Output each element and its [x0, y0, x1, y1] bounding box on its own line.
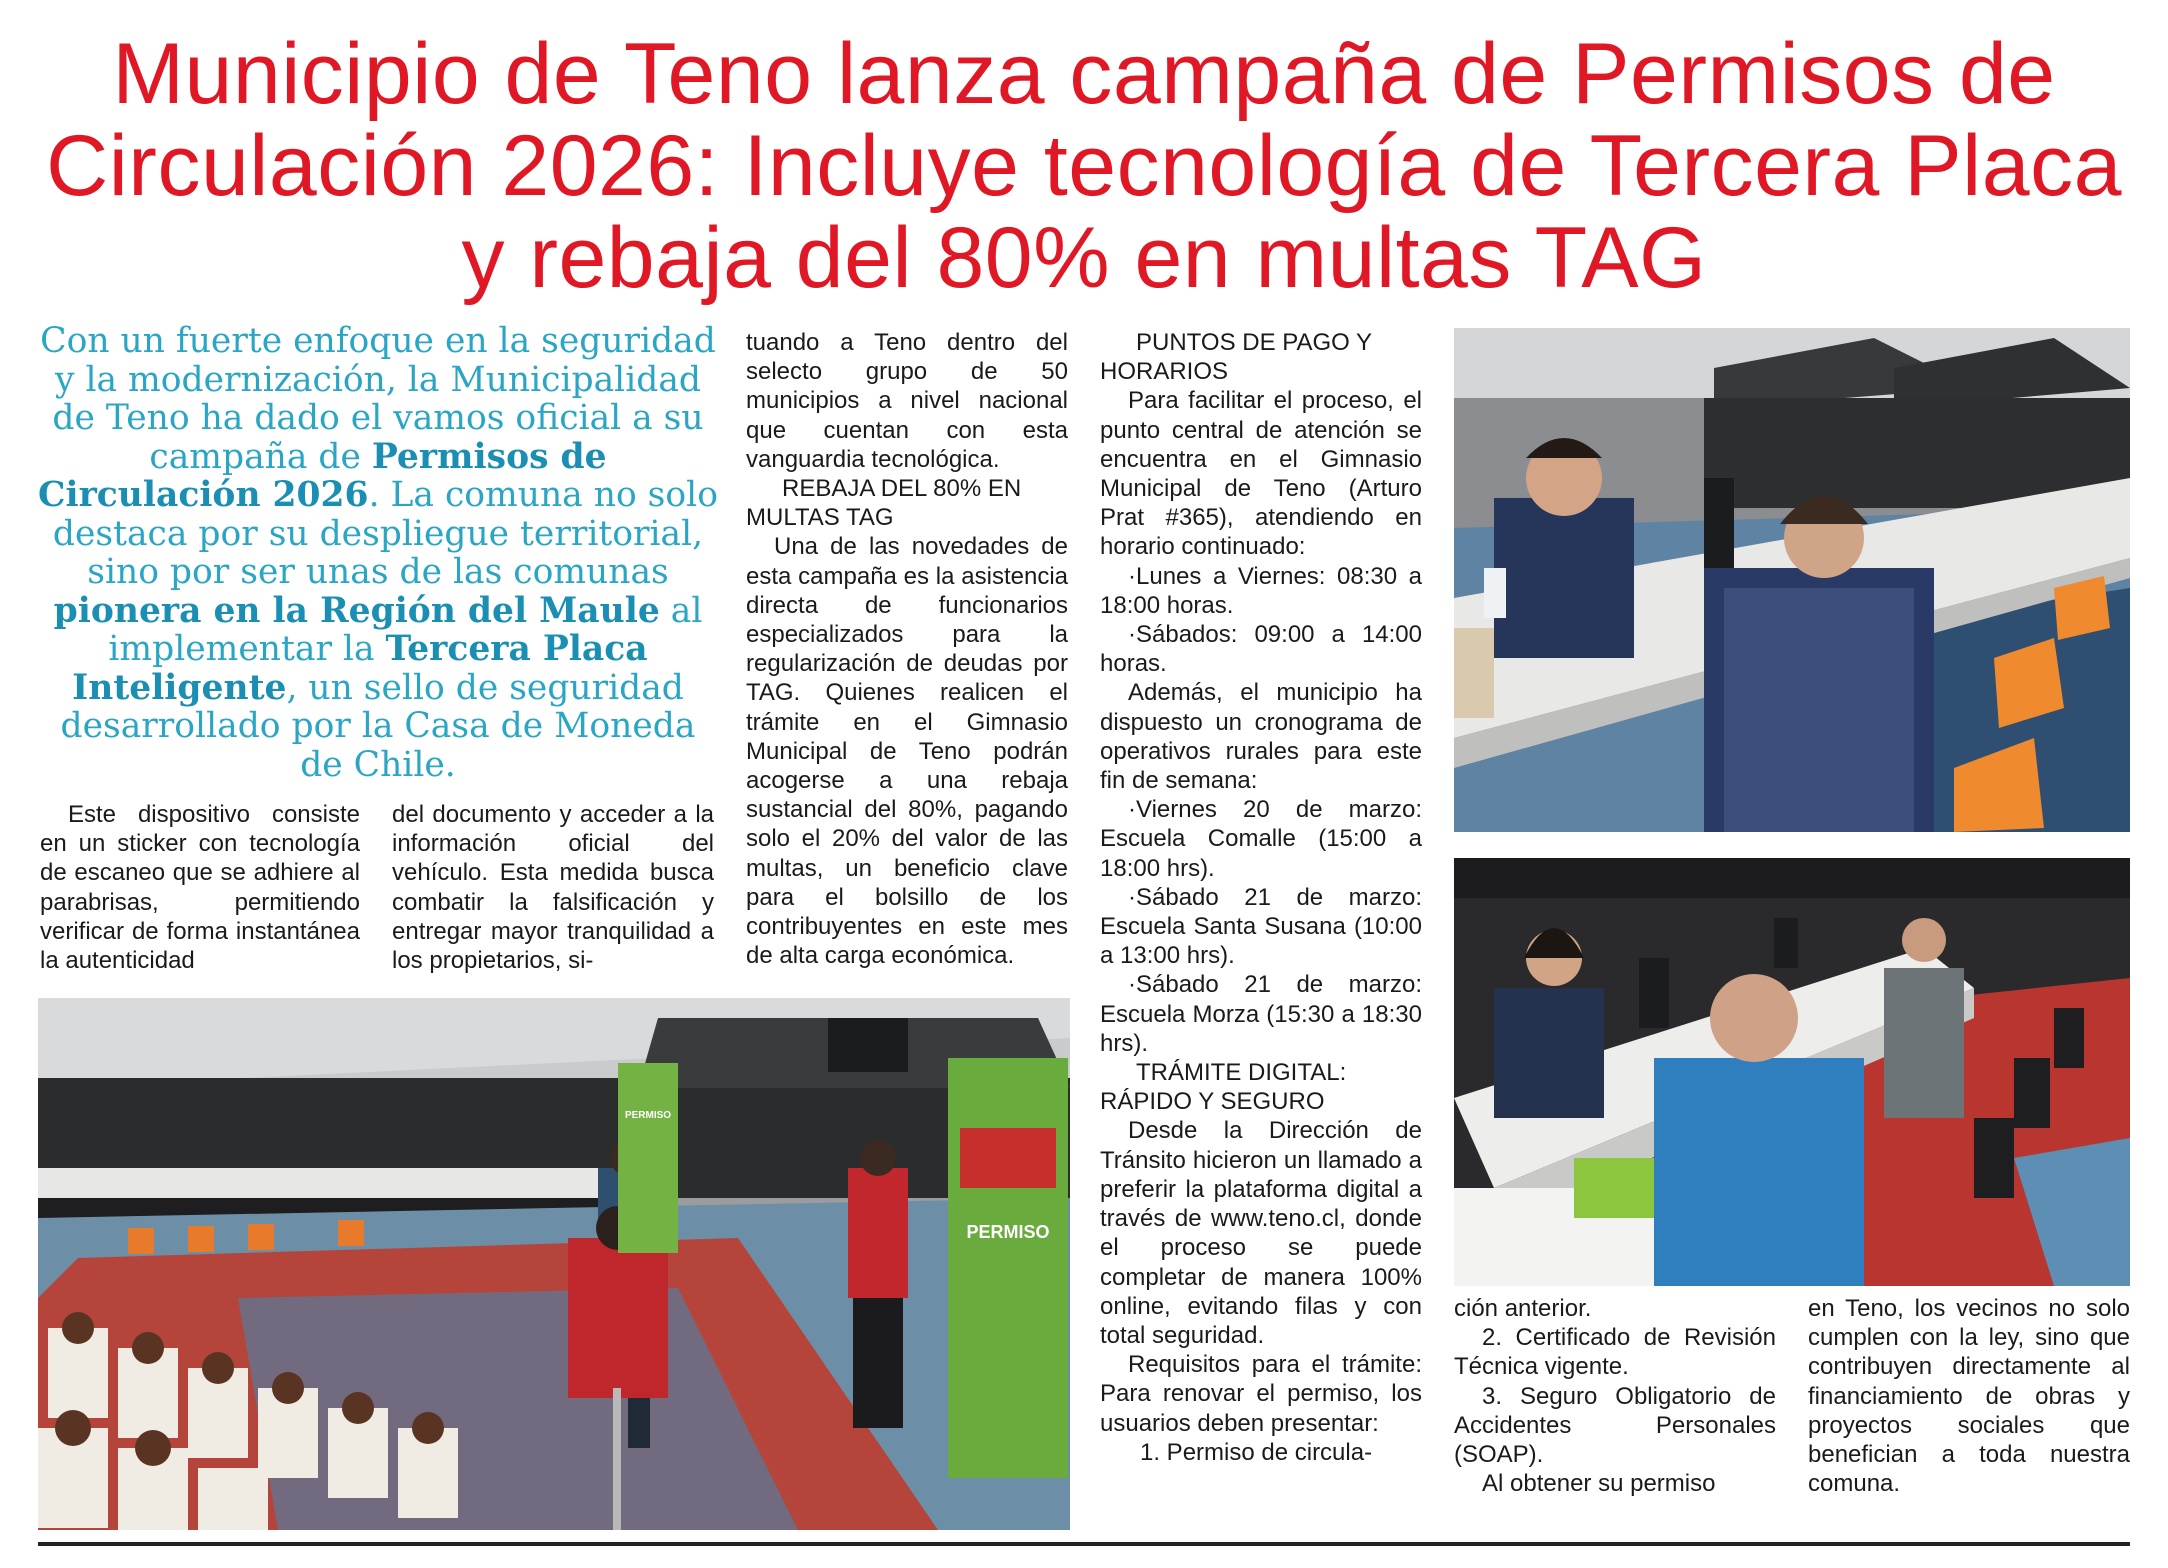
- requirement-item: 1. Permiso de circula-: [1140, 1438, 1373, 1466]
- schedule-item: ·Lunes a Viernes: 08:30 a 18:00 horas.: [1100, 562, 1422, 619]
- lead-text-4: , un sello de seguridad desarrollado por la Casa de Moneda de Chile.: [60, 667, 696, 785]
- lead-text-2: . La comuna no solo destaca por su despliegue territorial, sino por ser unas de las comunas: [52, 475, 718, 592]
- section-heading: PUNTOS DE PAGO Y HORARIOS: [1100, 329, 1372, 386]
- body-paragraph: Desde la Dirección de Tránsito hicieron un llamado a preferir la plataforma digital a través de www.teno.cl, donde el proceso se puede completar de manera 100% online, evitando filas y con total seguridad.: [1100, 1117, 1422, 1349]
- body-column-1b: [392, 800, 714, 975]
- photo-gym-hall: [38, 998, 1070, 1530]
- photo-attention-counter: [1454, 858, 2130, 1286]
- lead-text-3: al implementar la: [108, 590, 703, 669]
- body-paragraph: Este dispositivo consiste en un sticker con tecnología de escaneo que se adhiere al parabrisas, permitiendo verificar de forma instantánea la autenticidad: [40, 801, 360, 975]
- body-paragraph: Al obtener su permiso: [1482, 1470, 1716, 1498]
- body-column-4b: [1808, 1294, 2130, 1498]
- requirement-item: 3. Seguro Obligatorio de Accidentes Personales (SOAP).: [1454, 1382, 1776, 1469]
- lead-text-1: Con un fuerte enfoque en la seguridad y la modernización, la Municipalidad de Teno ha dado el vamos oficial a su campaña de: [40, 321, 716, 477]
- body-paragraph: Además, el municipio ha dispuesto un cronograma de operativos rurales para este fin de semana:: [1100, 679, 1422, 795]
- body-paragraph: en Teno, los vecinos no solo cumplen con la ley, sino que contribuyen directamente al financiamiento de obras y proyectos sociales que benefician a toda nuestra comuna.: [1808, 1295, 2130, 1498]
- photo-service-desk: [1454, 328, 2130, 832]
- body-column-2: [746, 328, 1068, 970]
- headline: [30, 28, 2138, 304]
- body-column-4a: [1454, 1294, 1776, 1498]
- schedule-item: ·Sábado 21 de marzo: Escuela Morza (15:30 a 18:30 hrs).: [1100, 971, 1422, 1057]
- body-paragraph: Requisitos para el trámite: Para renovar el permiso, los usuarios deben presentar:: [1100, 1351, 1422, 1437]
- body-column-3: [1100, 328, 1422, 1467]
- page-divider: [38, 1542, 2130, 1546]
- schedule-item: ·Sábado 21 de marzo: Escuela Santa Susana (10:00 a 13:00 hrs).: [1100, 883, 1422, 970]
- body-paragraph: Una de las novedades de esta campaña es la asistencia directa de funcionarios especializados para la regularización de deudas por TAG. Quienes realicen el trámite en el Gimnasio Municipal de Teno podrán acogerse a una rebaja sustancial del 80%, pagando solo el 20% del valor de las multas, un beneficio clave para el bolsillo de los contribuyentes en este mes de alta carga económica.: [746, 533, 1068, 970]
- headline-line-2: Circulación 2026: Incluye tecnología de Tercera Placa: [46, 118, 2122, 214]
- body-paragraph: del documento y acceder a la información oficial del vehículo. Esta medida busca combatir la falsificación y entregar mayor tranquilidad a los propietarios, si-: [392, 801, 714, 975]
- banner-permiso-large: PERMISO: [966, 1222, 1050, 1242]
- section-heading: REBAJA DEL 80% EN MULTAS TAG: [746, 475, 1022, 532]
- banner-permiso-small: PERMISO: [624, 1110, 672, 1121]
- lead-bold-3: Tercera Placa Inteligente: [72, 629, 648, 708]
- section-heading: TRÁMITE DIGITAL: RÁPIDO Y SEGURO: [1100, 1059, 1347, 1116]
- lead-paragraph: [38, 322, 718, 784]
- schedule-item: ·Sábados: 09:00 a 14:00 horas.: [1100, 621, 1422, 678]
- body-paragraph: ción anterior.: [1454, 1295, 1592, 1322]
- lead-bold-2: pionera en la Región del Maule: [53, 590, 660, 631]
- body-paragraph: tuando a Teno dentro del selecto grupo de 50 municipios a nivel nacional que cuentan con esta vanguardia tecnológica.: [746, 329, 1068, 473]
- body-paragraph: Para facilitar el proceso, el punto central de atención se encuentra en el Gimnasio Municipal de Teno (Arturo Prat #365), atendiendo en horario continuado:: [1100, 387, 1422, 561]
- lead-bold-1: Permisos de Circulación 2026: [38, 436, 607, 515]
- schedule-item: ·Viernes 20 de marzo: Escuela Comalle (15:00 a 18:00 hrs).: [1100, 796, 1422, 882]
- body-column-1a: [40, 800, 360, 975]
- headline-line-1: Municipio de Teno lanza campaña de Permisos de: [112, 26, 2056, 122]
- requirement-item: 2. Certificado de Revisión Técnica vigente.: [1454, 1324, 1776, 1381]
- headline-line-3: y rebaja del 80% en multas TAG: [461, 210, 1707, 306]
